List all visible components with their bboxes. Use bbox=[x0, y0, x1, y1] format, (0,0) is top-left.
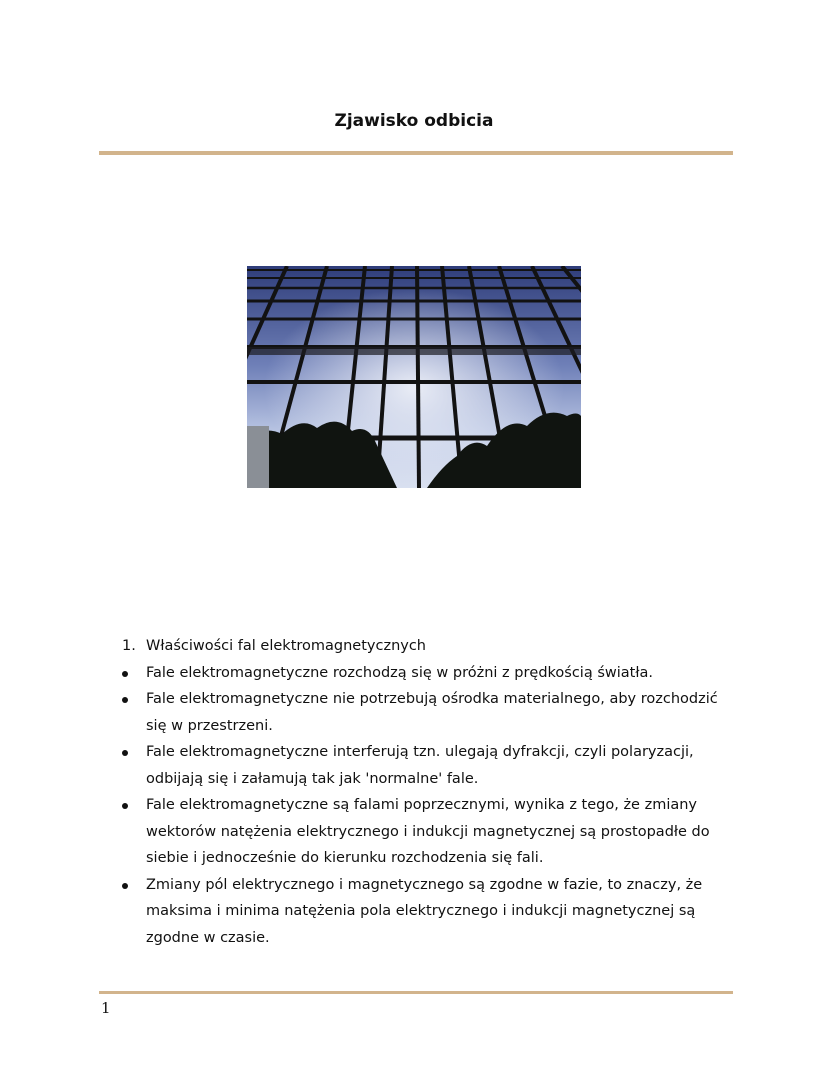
page-number: 1 bbox=[101, 999, 111, 1017]
list-item-text: Zmiany pól elektrycznego i magnetycznego są zgodne w fazie, to znaczy, że maksima i minima natężenia pola elektrycznego i indukcji magnetycznej są zgodne w czasie. bbox=[146, 876, 703, 946]
section-number: 1. bbox=[122, 638, 136, 654]
bullet-icon bbox=[122, 803, 128, 809]
bullet-icon bbox=[122, 671, 128, 677]
section-heading-text: Właściwości fal elektromagnetycznych bbox=[146, 638, 426, 654]
content-list bbox=[118, 633, 738, 951]
header-divider bbox=[99, 151, 733, 155]
list-item-text: Fale elektromagnetyczne są falami poprzecznymi, wynika z tego, że zmiany wektorów natężenia elektrycznego i indukcji magnetycznej są prostopadłe do siebie i jednocześnie do kierunku rozchodzenia się fali. bbox=[146, 797, 710, 866]
list-item bbox=[118, 792, 738, 872]
list-item bbox=[118, 872, 738, 952]
list-item-text: Fale elektromagnetyczne interferują tzn. ulegają dyfrakcji, czyli polaryzacji, odbijają się i załamują tak jak 'normalne' fale. bbox=[146, 744, 694, 787]
section-heading bbox=[118, 633, 738, 660]
bullet-icon bbox=[122, 883, 128, 889]
page-title: Zjawisko odbicia bbox=[334, 111, 494, 131]
footer-divider bbox=[99, 991, 733, 994]
list-item bbox=[118, 739, 738, 792]
bullet-icon bbox=[122, 697, 128, 703]
bullet-icon bbox=[122, 750, 128, 756]
list-item-text: Fale elektromagnetyczne nie potrzebują ośrodka materialnego, aby rozchodzić się w przestrzeni. bbox=[146, 691, 718, 734]
list-item-text: Fale elektromagnetyczne rozchodzą się w próżni z prędkością światła. bbox=[146, 664, 653, 681]
list-item bbox=[118, 686, 738, 739]
list-item bbox=[118, 660, 738, 687]
glass-facade-photo bbox=[247, 266, 581, 488]
